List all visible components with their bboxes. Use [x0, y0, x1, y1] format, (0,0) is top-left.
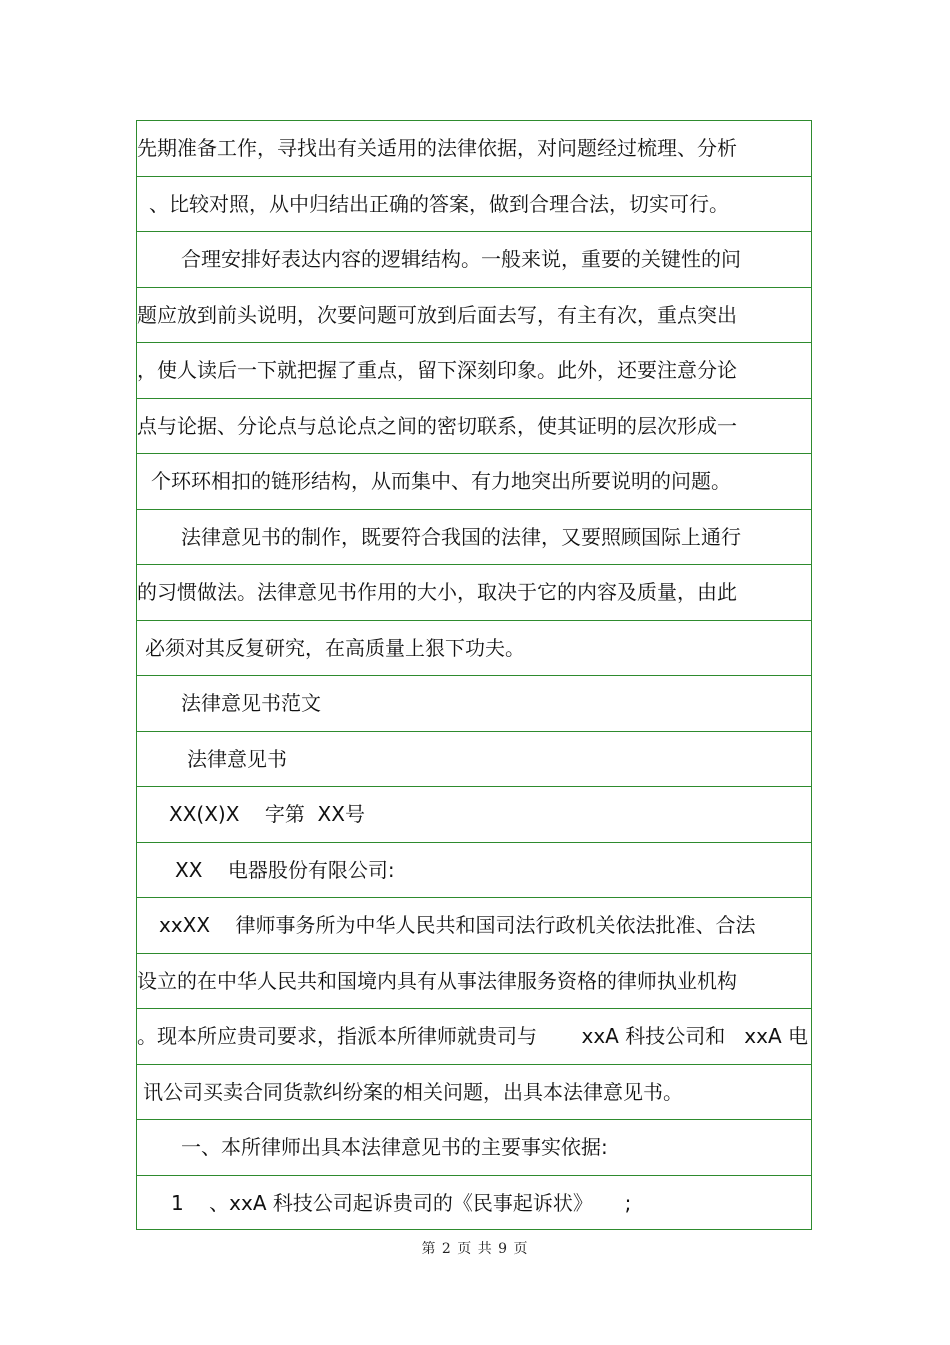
text-line [137, 399, 811, 455]
text-line [137, 954, 811, 1010]
line-text: 。现本所应贵司要求，指派本所律师就贵司与 xxA 科技公司和 xxA 电 [137, 1024, 808, 1049]
document-title [137, 732, 811, 788]
subsection-heading [137, 1120, 811, 1176]
line-text: 合理安排好表达内容的逻辑结构。一般来说，重要的关键性的问 [181, 247, 741, 272]
text-line [137, 232, 811, 288]
line-text: 题应放到前头说明，次要问题可放到后面去写，有主有次，重点突出 [137, 302, 737, 327]
line-text: ，使人读后一下就把握了重点，留下深刻印象。此外，还要注意分论 [137, 358, 737, 383]
text-line [137, 288, 811, 344]
line-text: 必须对其反复研究，在高质量上狠下功夫。 [145, 635, 525, 660]
text-line [137, 510, 811, 566]
addressee-text: XX 电器股份有限公司: [175, 857, 395, 882]
list-item [137, 1176, 811, 1232]
line-text: 讯公司买卖合同货款纠纷案的相关问题，出具本法律意见书。 [143, 1079, 683, 1104]
list-item-text: 1 、xxA 科技公司起诉贵司的《民事起诉状》 ; [171, 1191, 632, 1216]
number-text: XX(X)X 字第 XX号 [169, 802, 365, 827]
addressee [137, 843, 811, 899]
line-text: 、比较对照，从中归结出正确的答案，做到合理合法，切实可行。 [149, 191, 729, 216]
text-line [137, 121, 811, 177]
line-text: 先期准备工作，寻找出有关适用的法律依据，对问题经过梳理、分析 [137, 136, 737, 161]
text-line [137, 343, 811, 399]
line-text: 点与论据、分论点与总论点之间的密切联系，使其证明的层次形成一 [137, 413, 737, 438]
heading-text: 法律意见书范文 [181, 691, 321, 716]
heading-text: 一、本所律师出具本法律意见书的主要事实依据: [181, 1135, 608, 1160]
line-text: 设立的在中华人民共和国境内具有从事法律服务资格的律师执业机构 [137, 968, 737, 993]
line-text: 的习惯做法。法律意见书作用的大小，取决于它的内容及质量，由此 [137, 580, 737, 605]
text-line [137, 177, 811, 233]
text-line [137, 1009, 811, 1065]
line-text: xxXX 律师事务所为中华人民共和国司法行政机关依法批准、合法 [159, 913, 756, 938]
document-body [136, 120, 812, 1230]
document-number [137, 787, 811, 843]
section-heading [137, 676, 811, 732]
page-number-footer: 第 2 页 共 9 页 [421, 1241, 529, 1257]
text-line [137, 898, 811, 954]
title-text: 法律意见书 [187, 746, 287, 771]
text-line [137, 565, 811, 621]
text-line [137, 454, 811, 510]
line-text: 法律意见书的制作，既要符合我国的法律，又要照顾国际上通行 [181, 524, 741, 549]
line-text: 个环环相扣的链形结构，从而集中、有力地突出所要说明的问题。 [151, 469, 731, 494]
text-line [137, 1065, 811, 1121]
text-line [137, 621, 811, 677]
